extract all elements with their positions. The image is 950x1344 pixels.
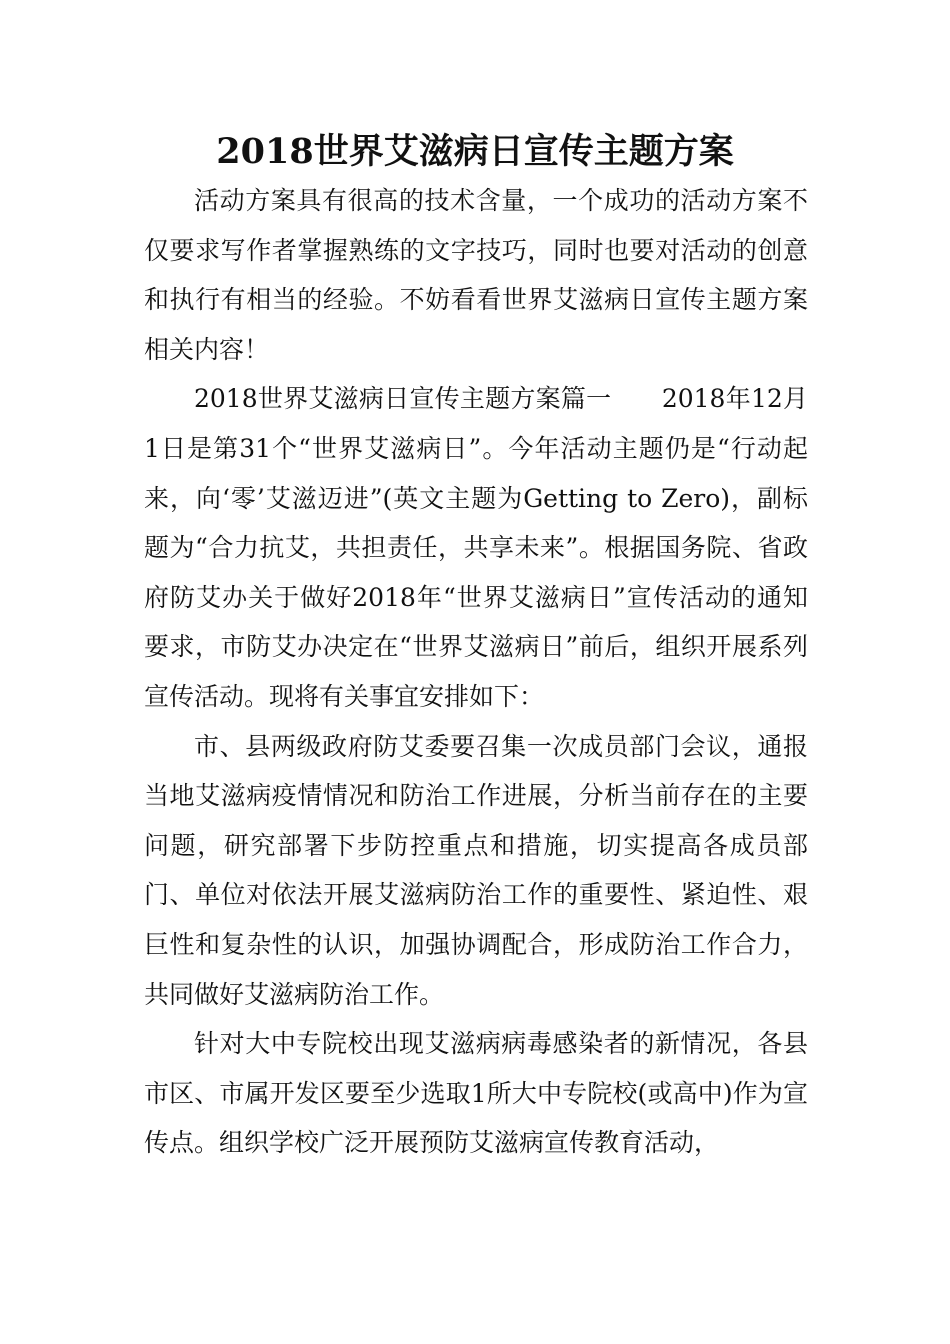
document-body [144,176,808,1168]
paragraph-schools: 针对大中专院校出现艾滋病病毒感染者的新情况，各县市区、市属开发区要至少选取1所大中专院校(或高中)作为宣传点。组织学校广泛开展预防艾滋病宣传教育活动， [144,1029,808,1158]
document-title: 2018世界艾滋病日宣传主题方案 [216,131,734,172]
paragraph-intro: 活动方案具有很高的技术含量，一个成功的活动方案不仅要求写作者掌握熟练的文字技巧，同时也要对活动的创意和执行有相当的经验。不妨看看世界艾滋病日宣传主题方案相关内容！ [144,186,808,364]
paragraph-theme: 2018世界艾滋病日宣传主题方案篇一 2018年12月1日是第31个“世界艾滋病日”。今年活动主题仍是“行动起来，向‘零’艾滋迈进”(英文主题为Getting to Zero)，副标题为“合力抗艾，共担责任，共享未来”。根据国务院、省政府防艾办关于做好2018年“世界艾滋病日”宣传活动的通知要求，市防艾办决定在“世界艾滋病日”前后，组织开展系列宣传活动。现将有关事宜安排如下： [144,384,808,711]
paragraph-meeting: 市、县两级政府防艾委要召集一次成员部门会议，通报当地艾滋病疫情情况和防治工作进展，分析当前存在的主要问题，研究部署下步防控重点和措施，切实提高各成员部门、单位对依法开展艾滋病防治工作的重要性、紧迫性、艰巨性和复杂性的认识，加强协调配合，形成防治工作合力，共同做好艾滋病防治工作。 [144,731,808,1009]
